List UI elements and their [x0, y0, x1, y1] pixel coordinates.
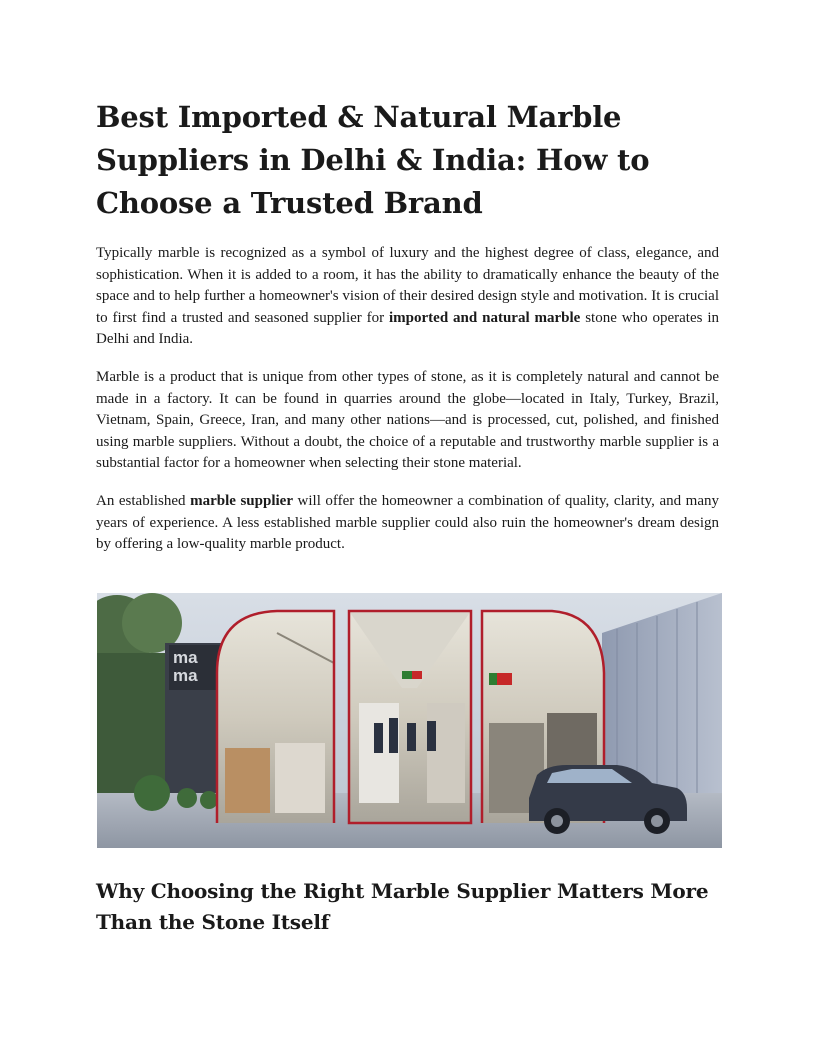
supplier-paragraph: [96, 491, 719, 556]
document-body: [96, 96, 719, 572]
para3-text-start: An established: [96, 492, 191, 509]
sign-text-1: ma: [173, 648, 198, 667]
arch-panel-1: [217, 611, 334, 823]
para1-bold-text: imported and natural marble: [389, 309, 581, 326]
sign-text-2: ma: [173, 666, 198, 685]
para3-text-end: will offer the homeowner a combination of quality, clarity, and many years of experience. A less established marble supplier could also ruin the homeowner's dream design by offering a low-quality marble product.: [96, 492, 720, 553]
showroom-photo: [97, 593, 722, 848]
section-heading: Why Choosing the Right Marble Supplier Matters More Than the Stone Itself: [96, 879, 709, 934]
para3-bold-text: marble supplier: [190, 492, 293, 509]
para1-text-end: stone who operates in Delhi and India.: [96, 309, 719, 348]
arch-panel-2: [349, 611, 471, 823]
intro-paragraph: [96, 243, 719, 351]
showroom-illustration: [97, 593, 722, 848]
marble-origin-paragraph: Marble is a product that is unique from other types of stone, as it is completely natural and cannot be made in a factory. It can be found in quarries around the globe—located in Italy, Turkey, Brazil, Vietnam, Spain, Greece, Iran, and many other nations—and is processed, cut, polished, and finished using marble suppliers. Without a doubt, the choice of a reputable and trustworthy marble supplier is a substantial factor for a homeowner when selecting their stone material.: [96, 368, 719, 472]
page-title: Best Imported & Natural Marble Suppliers in Delhi & India: How to Choose a Trusted Brand: [96, 100, 650, 220]
para1-text-start: Typically marble is recognized as a symbol of luxury and the highest degree of class, elegance, and sophistication. When it is added to a room, it has the ability to dramatically enhance the beauty of the space and to help further a homeowner's vision of their desired design style and motivation. It is crucial to first find a trusted and seasoned supplier for: [96, 245, 719, 326]
